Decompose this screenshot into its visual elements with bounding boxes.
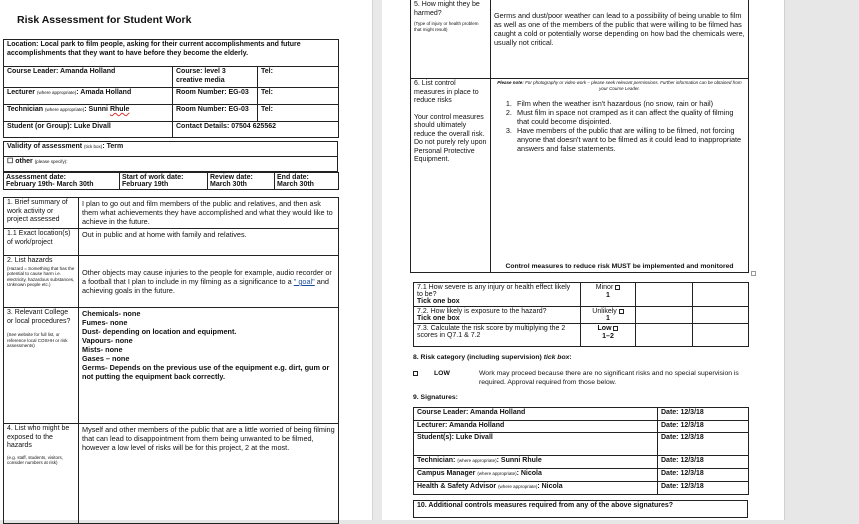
review-date-cell[interactable]: Review date: March 30th — [208, 173, 275, 190]
question-label: 7.2. How likely is exposure to the hazard? Tick one box — [414, 307, 581, 324]
date-cell[interactable]: Date: 12/3/18 — [658, 421, 749, 433]
answer-cell[interactable]: I plan to go out and film members of the public and relatives, and then ask them what achievements they have accomplished and what they would like to achieve in the future. — [79, 198, 339, 229]
student-cell[interactable]: Student (or Group): Luke Divall — [4, 122, 173, 138]
checkbox-icon[interactable]: ☐ — [7, 158, 14, 165]
document-page-2 — [382, 0, 784, 520]
room-number-cell[interactable]: Room Number: EG-03 — [173, 105, 258, 122]
room-number-cell[interactable]: Room Number: EG-03 — [173, 88, 258, 105]
empty-cell[interactable] — [693, 307, 749, 324]
validity-cell[interactable]: Validity of assessment (tick box): Term — [4, 142, 338, 157]
date-cell[interactable]: Date: 12/3/18 — [658, 433, 749, 456]
start-date-cell[interactable]: Start of work date: February 19th — [120, 173, 208, 190]
signatures-heading: 9. Signatures: — [413, 394, 458, 401]
answer-cell[interactable]: Myself and other members of the public that are a little worried of being filming that can lead to disappointment from them being unwanted to be filmed, however a low level of risks will be for this project, 2 at the most. — [79, 424, 339, 524]
question-label: 1. Brief summary of work activity or project assessed — [4, 198, 79, 229]
question-label: 5. How might they be harmed? (Type of injury or health problem that might result) — [411, 0, 491, 79]
signature-cell[interactable]: Health & Safety Advisor (where appropriate): Nicola — [414, 482, 658, 495]
risk-option-cell[interactable]: Low 1–2 — [581, 324, 636, 347]
question-label: 2. List hazards (Hazard = Something that has the potential to cause harm i.e. electricity, hazardous substances, Unknown people etc.) — [4, 256, 79, 308]
tel-cell[interactable]: Tel: — [258, 88, 339, 105]
validity-table — [3, 141, 338, 172]
info-table — [3, 39, 339, 138]
end-date-cell[interactable]: End date: March 30th — [275, 173, 339, 190]
additional-controls-cell[interactable]: 10. Additional controls measures required from any of the above signatures? — [414, 501, 748, 518]
lecturer-cell[interactable]: Lecturer (where appropriate): Amada Holland — [4, 88, 173, 105]
empty-cell[interactable] — [693, 324, 749, 347]
dates-table — [3, 172, 339, 190]
signature-cell[interactable]: Student(s): Luke Divall — [414, 433, 658, 456]
date-cell[interactable]: Date: 12/3/18 — [658, 469, 749, 482]
risk-level-description: Work may proceed because there are no significant risks and no special supervision is required. Approval required from those below. — [479, 370, 739, 386]
signature-cell[interactable]: Campus Manager (where appropriate): Nicola — [414, 469, 658, 482]
additional-controls-table — [413, 500, 748, 518]
location-cell[interactable]: Location: Local park to film people, asking for their current accomplishments and future accomplishments that they want to have before they become the elderly. — [4, 40, 339, 67]
signatures-table — [413, 407, 749, 495]
checkbox-icon[interactable] — [619, 309, 624, 314]
empty-cell[interactable] — [636, 307, 693, 324]
date-cell[interactable]: Date: 12/3/18 — [658, 482, 749, 495]
table-resize-handle[interactable] — [751, 271, 756, 276]
workspace-background — [784, 0, 859, 520]
other-cell[interactable]: ☐ other (please specify): — [4, 157, 338, 172]
tel-cell[interactable]: Tel: — [258, 105, 339, 122]
tel-cell[interactable]: Tel: — [258, 67, 339, 88]
contact-details-cell[interactable]: Contact Details: 07504 625562 — [173, 122, 339, 138]
control-measures-list: 1. Film when the weather isn't hazardous (no snow, rain or hail) 2. Must film in space not cramped as it can affect the quality of filming that could become disjointed. 3. Have members of the public that are willing to be filmed, not forcing anyone that doesn't want to be filmed as it could lead to inappropriate answers and false statements. — [494, 99, 745, 153]
risk-category-heading: 8. Risk category (including supervision) tick box: — [413, 354, 572, 361]
signature-cell[interactable]: Course Leader: Amanda Holland — [414, 408, 658, 421]
checkbox-icon[interactable] — [615, 285, 620, 290]
answer-cell[interactable]: Chemicals- none Fumes- none Dust- depending on location and equipment. Vapours- none Mists- none Gases – none Germs- Depends on the previous use of the equipment e.g. dirt, gum or not putting the equipment back correctly. — [79, 308, 339, 424]
question-label: 4. List who might be exposed to the hazards (e.g. staff, students, visitors, consider numbers at risk) — [4, 424, 79, 524]
technician-cell[interactable]: Technician (where appropriate): Sunni Rhule — [4, 105, 173, 122]
answer-cell[interactable]: Please note: For photography or video work – please seek relevant permissions. Further information can be obtained from your Course Leader. 1. Film when the weather isn't hazardous (no snow, rain or hail) 2. Must film in space not cramped as it can affect the quality of filming that could become disjointed. 3. Have members of the public that are willing to be filmed, not forcing anyone that doesn't want to be filmed as it could lead to inappropriate answers and false statements. Control measures to reduce risk MUST be implemented and monitored — [491, 79, 749, 273]
question-label: 7.3. Calculate the risk score by multiplying the 2 scores in Q7.1 & 7.2 — [414, 324, 581, 347]
question-label: 6. List control measures in place to reduce risks Your control measures should ultimately reduce the overall risk. Do not purely rely upon Personal Protective Equipment. — [411, 79, 491, 273]
assessment-date-cell[interactable]: Assessment date: February 19th- March 30th — [4, 173, 120, 190]
document-title: Risk Assessment for Student Work — [17, 14, 192, 26]
goal-link[interactable]: " goal" — [293, 277, 315, 286]
answer-cell[interactable]: Other objects may cause injuries to the people for example, audio recorder or a football that I plan to include in my filming as a significance to a " goal" and achieving goals in the future. — [79, 256, 339, 308]
signature-cell[interactable]: Technician: (where appropriate): Sunni Rhule — [414, 456, 658, 469]
risk-level: LOW — [434, 370, 450, 377]
course-leader-cell[interactable]: Course Leader: Amanda Holland — [4, 67, 173, 88]
date-cell[interactable]: Date: 12/3/18 — [658, 408, 749, 421]
empty-cell[interactable] — [636, 324, 693, 347]
question-label: 7.1 How severe is any injury or health effect likely to be? Tick one box — [414, 283, 581, 307]
course-cell[interactable]: Course: level 3 creative media — [173, 67, 258, 88]
date-cell[interactable]: Date: 12/3/18 — [658, 456, 749, 469]
risk-option-cell[interactable]: Unlikely 1 — [581, 307, 636, 324]
checkbox-icon[interactable] — [613, 326, 618, 331]
question-label: 3. Relevant College or local procedures? (See website for full list, or reference local COSHH or risk assessments) — [4, 308, 79, 424]
risk-score-table — [413, 282, 749, 347]
document-page-1 — [0, 0, 372, 520]
empty-cell[interactable] — [693, 283, 749, 307]
empty-cell[interactable] — [636, 283, 693, 307]
answer-cell[interactable]: Germs and dust/poor weather can lead to a possibility of being unable to film as well as one of the members of the public that were willing to be filmed has caught a cold or potentially worse depending on how bad the chemicals were, usually not critical. — [491, 0, 749, 79]
risk-option-cell[interactable]: Minor 1 — [581, 283, 636, 307]
assessment-table-continued — [410, 0, 749, 273]
question-label: 1.1 Exact location(s) of work/project — [4, 229, 79, 256]
page-gap — [372, 0, 382, 520]
answer-cell[interactable]: Out in public and at home with family and relatives. — [79, 229, 339, 256]
checkbox-icon[interactable] — [413, 371, 418, 376]
assessment-table — [3, 197, 339, 524]
signature-cell[interactable]: Lecturer: Amanda Holland — [414, 421, 658, 433]
